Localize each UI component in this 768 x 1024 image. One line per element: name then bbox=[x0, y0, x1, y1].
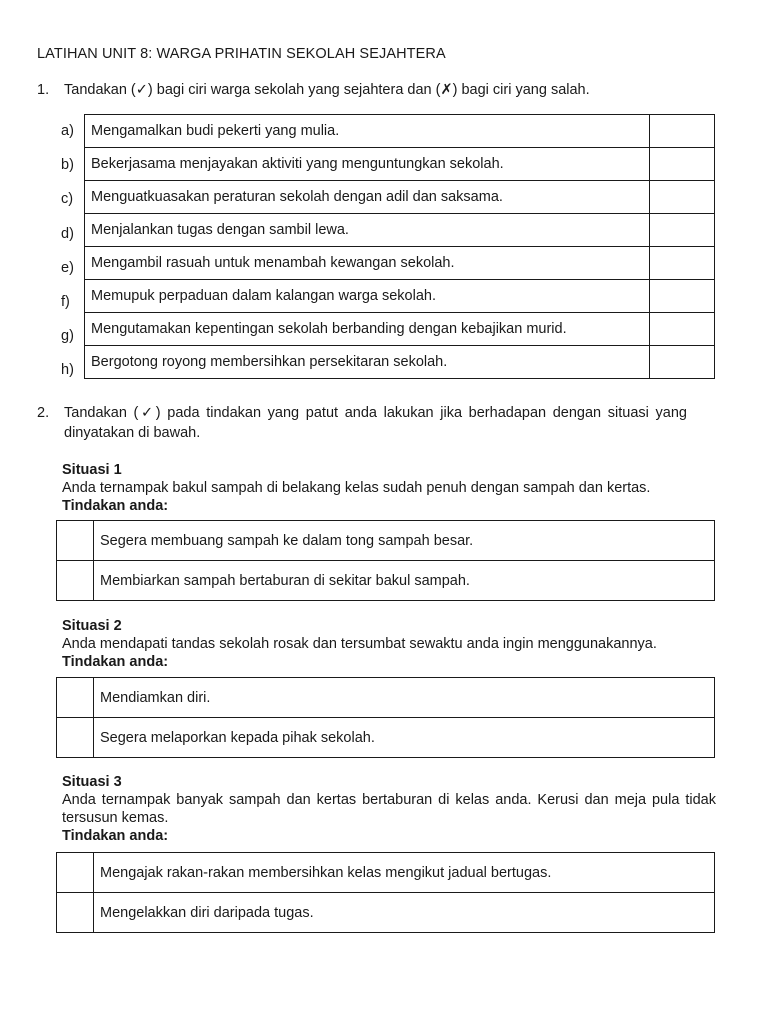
situation-2 bbox=[62, 617, 716, 671]
table-row bbox=[57, 561, 715, 601]
situation-3-action-label: Tindakan anda: bbox=[62, 828, 169, 844]
question-1-letters bbox=[61, 114, 74, 388]
item-text-h: Bergotong royong membersihkan persekitaran sekolah. bbox=[85, 346, 650, 379]
item-letter-g: g) bbox=[61, 328, 74, 345]
item-letter-b: b) bbox=[61, 157, 74, 174]
table-row bbox=[85, 280, 715, 313]
situation-2-action-label: Tindakan anda: bbox=[62, 654, 169, 670]
table-row bbox=[85, 313, 715, 346]
item-letter-e: e) bbox=[61, 259, 74, 276]
question-1-instruction: Tandakan (✓) bagi ciri warga sekolah yang sejahtera dan (✗) bagi ciri yang salah. bbox=[64, 82, 590, 98]
question-1-number: 1. bbox=[37, 82, 50, 98]
table-row bbox=[57, 678, 715, 718]
question-1-table bbox=[84, 114, 715, 379]
answer-box-f[interactable] bbox=[650, 280, 715, 313]
situation-2-checkbox-2[interactable] bbox=[57, 718, 94, 758]
worksheet-title: LATIHAN UNIT 8: WARGA PRIHATIN SEKOLAH SEJAHTERA bbox=[37, 46, 446, 62]
item-text-e: Mengambil rasuah untuk menambah kewangan sekolah. bbox=[85, 247, 650, 280]
situation-1-options bbox=[56, 520, 715, 601]
situation-3-description: Anda ternampak banyak sampah dan kertas bertaburan di kelas anda. Kerusi dan meja pula tidak tersusun kemas. bbox=[62, 792, 716, 826]
situation-2-option-1: Mendiamkan diri. bbox=[94, 678, 715, 718]
item-letter-a: a) bbox=[61, 123, 74, 139]
answer-box-b[interactable] bbox=[650, 148, 715, 181]
question-2-number: 2. bbox=[37, 405, 50, 421]
item-text-d: Menjalankan tugas dengan sambil lewa. bbox=[85, 214, 650, 247]
answer-box-e[interactable] bbox=[650, 247, 715, 280]
table-row bbox=[85, 214, 715, 247]
item-letter-h: h) bbox=[61, 362, 74, 379]
answer-box-h[interactable] bbox=[650, 346, 715, 379]
question-2 bbox=[37, 403, 687, 443]
item-letter-c: c) bbox=[61, 191, 74, 208]
situation-1 bbox=[62, 461, 716, 515]
situation-1-checkbox-1[interactable] bbox=[57, 521, 94, 561]
item-text-f: Memupuk perpaduan dalam kalangan warga sekolah. bbox=[85, 280, 650, 313]
situation-2-description: Anda mendapati tandas sekolah rosak dan tersumbat sewaktu anda ingin menggunakannya. bbox=[62, 636, 657, 652]
item-text-c: Menguatkuasakan peraturan sekolah dengan adil dan saksama. bbox=[85, 181, 650, 214]
table-row bbox=[85, 247, 715, 280]
item-text-b: Bekerjasama menjayakan aktiviti yang menguntungkan sekolah. bbox=[85, 148, 650, 181]
answer-box-g[interactable] bbox=[650, 313, 715, 346]
situation-1-heading: Situasi 1 bbox=[62, 462, 122, 478]
answer-box-a[interactable] bbox=[650, 115, 715, 148]
item-text-g: Mengutamakan kepentingan sekolah berbanding dengan kebajikan murid. bbox=[85, 313, 650, 346]
table-row bbox=[57, 718, 715, 758]
table-row bbox=[85, 181, 715, 214]
situation-1-option-2: Membiarkan sampah bertaburan di sekitar bakul sampah. bbox=[94, 561, 715, 601]
situation-2-checkbox-1[interactable] bbox=[57, 678, 94, 718]
situation-1-checkbox-2[interactable] bbox=[57, 561, 94, 601]
situation-1-option-1: Segera membuang sampah ke dalam tong sampah besar. bbox=[94, 521, 715, 561]
situation-1-description: Anda ternampak bakul sampah di belakang kelas sudah penuh dengan sampah dan kertas. bbox=[62, 480, 651, 496]
situation-3-options bbox=[56, 852, 715, 933]
item-text-a: Mengamalkan budi pekerti yang mulia. bbox=[85, 115, 650, 148]
situation-2-options bbox=[56, 677, 715, 758]
situation-3-option-1: Mengajak rakan-rakan membersihkan kelas mengikut jadual bertugas. bbox=[94, 853, 715, 893]
situation-1-action-label: Tindakan anda: bbox=[62, 498, 169, 514]
answer-box-c[interactable] bbox=[650, 181, 715, 214]
situation-2-heading: Situasi 2 bbox=[62, 618, 122, 634]
table-row bbox=[57, 893, 715, 933]
table-row bbox=[85, 115, 715, 148]
item-letter-d: d) bbox=[61, 225, 74, 242]
situation-3-checkbox-1[interactable] bbox=[57, 853, 94, 893]
answer-box-d[interactable] bbox=[650, 214, 715, 247]
table-row bbox=[85, 346, 715, 379]
table-row bbox=[85, 148, 715, 181]
situation-3-option-2: Mengelakkan diri daripada tugas. bbox=[94, 893, 715, 933]
table-row bbox=[57, 521, 715, 561]
question-1 bbox=[37, 80, 687, 100]
table-row bbox=[57, 853, 715, 893]
situation-3 bbox=[62, 773, 716, 845]
question-2-instruction: Tandakan (✓) pada tindakan yang patut anda lakukan jika berhadapan dengan situasi yang dinyatakan di bawah. bbox=[64, 405, 687, 441]
situation-3-checkbox-2[interactable] bbox=[57, 893, 94, 933]
item-letter-f: f) bbox=[61, 293, 70, 310]
situation-2-option-2: Segera melaporkan kepada pihak sekolah. bbox=[94, 718, 715, 758]
situation-3-heading: Situasi 3 bbox=[62, 774, 122, 790]
